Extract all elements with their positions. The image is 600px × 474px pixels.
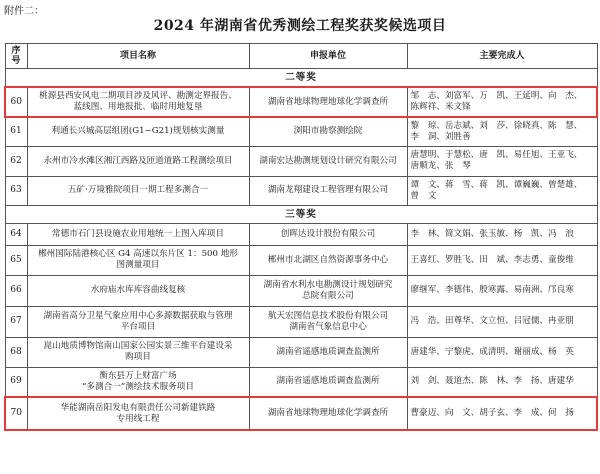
project-name: 崑山地质博物馆南山国家公园实景三维平台建设采 购项目 (27, 337, 249, 367)
completers: 谭 文、蒋 雪、蒋 凯、谭巍巍、曾楚雄、 曾 文 (407, 176, 597, 205)
header-people: 主要完成人 (407, 44, 597, 69)
completers: 曹豪迈、向 文、胡子玄、李 成、何 扬 (407, 397, 597, 430)
attachment-label: 附件二： (4, 6, 44, 17)
row-number: 68 (5, 337, 27, 367)
header-row (5, 44, 597, 69)
completers: 王喜红、罗胜飞、田 斌、李志勇、童俊维 (407, 245, 597, 275)
applicant-unit: 湖南宏达勘测规划设计研究有限公司 (249, 146, 407, 176)
row-number: 70 (5, 397, 27, 430)
project-name: 永州市冷水滩区湘江西路及匝道道路工程测绘项目 (27, 146, 249, 176)
applicant-unit: 湖南省地球物理地球化学调查所 (249, 397, 407, 430)
table-row (5, 87, 597, 117)
project-name: 华能湖南岳阳发电有限责任公司新建铁路 专用线工程 (27, 397, 249, 430)
row-number: 66 (5, 275, 27, 306)
completers: 黎 琼、岳志斌、刘 莎、徐晓真、陈 慧、 李 洞、刘胜善 (407, 117, 597, 146)
applicant-unit: 湖南省遥感地质调查监测所 (249, 367, 407, 397)
page-title: 2024 年湖南省优秀测绘工程奖获奖候选项目 (153, 18, 447, 34)
section-label: 三等奖 (5, 205, 597, 223)
applicant-unit: 湖南省水利水电勘测设计规划研究 总院有限公司 (249, 275, 407, 306)
project-name: 常德市石门县设施农业用地统一上图入库项目 (27, 223, 249, 245)
project-name: 五矿·万境雅院项目一期工程多测合一 (27, 176, 249, 205)
table-body (5, 69, 597, 431)
table-row (5, 146, 597, 176)
row-number: 60 (5, 87, 27, 117)
applicant-unit: 湖南省遥感地质调查监测所 (249, 337, 407, 367)
table-row (5, 176, 597, 205)
completers: 冯 浩、田尊华、文立恒、吕冠儒、冉亚朋 (407, 306, 597, 337)
project-name: 水府庙水库库容曲线复核 (27, 275, 249, 306)
applicant-unit: 浏阳市勘察测绘院 (249, 117, 407, 146)
row-number: 64 (5, 223, 27, 245)
table-row (5, 223, 597, 245)
section-row (5, 69, 597, 88)
row-number: 62 (5, 146, 27, 176)
table-row (5, 117, 597, 146)
row-number: 63 (5, 176, 27, 205)
table-row (5, 397, 597, 430)
project-name: 利通长兴城高层组团(G1~G21)规划核实测量 (27, 117, 249, 146)
project-name: 湖南省高分卫星气象应用中心多源数据获取与管理 平台项目 (27, 306, 249, 337)
table-row (5, 275, 597, 306)
project-name: 桃源县西安风电二期项目涉及风评、勘测定界报告、 蓝线图、用地报批、临时用地复垦 (27, 87, 249, 117)
row-number: 65 (5, 245, 27, 275)
completers: 刘 剑、聂道杰、陈 林、李 扬、唐建华 (407, 367, 597, 397)
applicant-unit: 航天宏图信息技术股份有限公司 湖南省气象信息中心 (249, 306, 407, 337)
applicant-unit: 创晖达设计股份有限公司 (249, 223, 407, 245)
award-table (4, 43, 598, 431)
header-name: 项目名称 (27, 44, 249, 69)
row-number: 67 (5, 306, 27, 337)
table-row (5, 245, 597, 275)
completers: 邹 志、刘富军、万 凯、王延明、向 杰、 陈辉祥、米文锋 (407, 87, 597, 117)
project-name: 郴州国际陆港核心区 G4 高速以东片区 1：500 地形 图测量项目 (27, 245, 249, 275)
table-row (5, 306, 597, 337)
completers: 唐建华、宁黎虎、成清明、谢丽成、杨 英 (407, 337, 597, 367)
applicant-unit: 郴州市北湖区自然资源事务中心 (249, 245, 407, 275)
table-row (5, 337, 597, 367)
completers: 廖继军、李德伟、殷寒露、易南洲、邝良寒 (407, 275, 597, 306)
applicant-unit: 湖南龙翔建设工程管理有限公司 (249, 176, 407, 205)
table-row (5, 367, 597, 397)
project-name: 衡东县万上财富广场 “多测合一”测绘技术服务项目 (27, 367, 249, 397)
row-number: 61 (5, 117, 27, 146)
completers: 李 林、简文娟、张玉敏、杨 凯、冯 浪 (407, 223, 597, 245)
section-row (5, 205, 597, 223)
header-no: 序 号 (5, 44, 27, 69)
completers: 唐慧明、于慧松、唐 凯、易任旭、王亚飞、 唐顺龙、张 琴 (407, 146, 597, 176)
header-unit: 申报单位 (249, 44, 407, 69)
applicant-unit: 湖南省地球物理地球化学调查所 (249, 87, 407, 117)
row-number: 69 (5, 367, 27, 397)
section-label: 二等奖 (5, 69, 597, 88)
